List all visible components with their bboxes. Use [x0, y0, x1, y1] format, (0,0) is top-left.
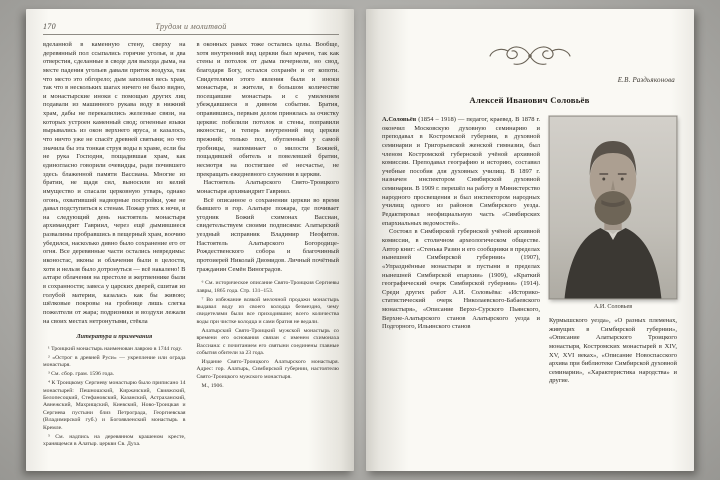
- body-paragraph: Состоял в Симбирской губернской учёной архивной комиссии, в столичном археологическом обществе. Автор книг: «Стенька Разин и его сообщники в пределах нынешней Симбирской губернии» (1907), «Упразднённые монастыри и пустыни в пределах нынешней Симбирской епархии» (1909), «Краткий географический очерк Симбирской губернии» (1914). Среди других работ А.И. Соловьёва: «Историко-статистический очерк Николаевского-Бабаевского монастыря», «Описание Верхо-Сурского Пьянского, Верхне-Алатырского станов Алатырского уезда и Подгорного, Ильинского станов: [382, 228, 540, 331]
- left-column-1: [43, 41, 186, 450]
- scroll-flourish-icon: [382, 42, 677, 70]
- body-text-block: [197, 41, 340, 274]
- footnote: ³ См. сбор. грам. 1596 года.: [48, 371, 115, 378]
- footnote: ⁵ См. надпись на деревянном крашеном кресте, хранящемся в Алатыр. церкви Св. Духа.: [43, 433, 186, 448]
- footnote: Алатырский Свято-Троицкий мужской монастырь со времени его основания связан с именем схимонаха Вассиана: с почитанием его святыни соединены главные события обители за 23 года.: [196, 327, 339, 356]
- body-text-block: [549, 317, 677, 386]
- footnote: ⁶ См. историческое описание Свято-Троицкия Сергиевы лавры, 1865 года. Стр. 131–153.: [196, 280, 339, 294]
- footnote: ⁷ Во избежание всякой мелочной продажи монастырь выдавал воду из своего колодца безмездно, чему свидетелями были все приходившие; всего количества воды при чистке колодца и сами братия не ведали.: [196, 296, 339, 325]
- continuation-text: Курмышского уезда», «О разных племенах, живущих в Симбирской губернии», «Описание Алатырского Троицкого монастыря, Костромских монастырей в XIV, XV, XVI веках», «Описание Новоспасского архива при библиотеке Симбирской духовной семинарии», «Характеристика народства» и другие.: [549, 317, 677, 385]
- portrait-photo: [549, 116, 677, 299]
- footnote: ² «Острог в древней Руси» — укрепление или ограда монастыря.: [43, 355, 186, 369]
- body-paragraph: в оконных рамах тоже остались целы. Вообще, хотя внутренний вид церкви был мрачен, так как стены и потолок от дыма почернели, но свод, благодаря Богу, остался сохранён и от копоти. Свидетелями этого явления были и иноки монастыря, и жители, в большом количестве посещавшие монастырь и с умилением убеждавшиеся в дивном событии. Братия, оправившись, первым делом принялась за очистку церкви: побелили потолок и стены, поправили иконостас, и теперь внутренний вид церкви прежний; только пол, обугленный у самой гробницы, напоминает о милости Божией, пощадившей обитель и повелевшей братии, несмотря на постигшее её несчастье, не прекращать ежедневного служения в церкви.: [196, 41, 339, 178]
- left-column-2: [197, 41, 340, 450]
- subject-name: А.Соловьёв: [382, 116, 417, 123]
- article-column-left: [382, 116, 540, 386]
- page-number: 170: [43, 22, 56, 31]
- article-column-right: [549, 116, 677, 386]
- notes-heading: Литература и примечания: [76, 333, 153, 341]
- author-byline: Е.В. Раздьяконова: [617, 76, 675, 84]
- body-text-block: [43, 41, 186, 326]
- body-paragraph: Настоятель Алатырского Свято-Троицкого монастыря архимандрит Гавриил.: [196, 179, 339, 195]
- left-page: [26, 9, 354, 471]
- body-paragraph: Всё описанное о сохранении церкви во время бывшего в гор. Алатыре пожара, где почивает угодник Божий схимонах Вассиан, свидетельствуем своими подписями: Алатырский уездный исправник Владимир Неофитов. Настоятель Алатырского Богородице-Рождественского собора и благочинный протоиерей Николай Диомидов. Личный почётный гражданин Семён Виноградов.: [196, 196, 339, 273]
- right-page: [366, 9, 694, 471]
- left-page-header: [43, 22, 339, 35]
- article-body: [382, 116, 677, 386]
- imprint-note: Издание Свято-Троицкого Алатырского монастыря. Адрес: гор. Алатырь, Симбирской губернии, настоятелю Свято-Троицкого мужского монастыря.: [196, 358, 339, 380]
- running-title: Трудом и молитвой: [155, 22, 227, 31]
- imprint-place-year: М., 1906.: [201, 382, 224, 389]
- footnote: ¹ Троицкий монастырь наименован лаврою в 1744 году.: [48, 346, 183, 353]
- left-page-columns: [43, 41, 339, 450]
- photo-caption: А.И. Соловьев: [593, 303, 633, 310]
- body-paragraph: вделанной в каменную стену, сверху на деревянный пол ссыпались горячие уголья, и два отверстия, сделанные в своде для выхода дыма, на месте падения угольев давали приток воздуха, так что место это обгорело; дым заполнял весь храм, так что в нескольких шагах ничего не было видно, и монастырские иноки с помощью других лиц подавали из машинного рукава воду в нижний храм, дабы не перекалились железные связи, на которых устроен каменный свод; огненные языки вырывались из окон верхнего яруса, и казалось, что ничто уже не спасёт древней святыни; но что значила бы эта тонкая струя воды в храме, если бы не рука Господня, пощадившая храм, как единогласно говорили очевидцы, ради почившего здесь блаженной памяти Вассиана. Многие из братии, не щадя сил, выносили из келий имущество и спасали церковную утварь, однако огонь, охвативший надворные постройки, уже не давал подступиться к стенам. Пожар утих к ночи, и на следующий день настоятель монастыря архимандрит Гавриил, через ещё дымившиеся развалины пробравшись в пещерный храм, воочию убедился, насколько дивно было сохранение его от огня. Все деревянные части остались невредимы: иконостас, иконы и облачения были в целости, хотя и нельзя было дотронуться — всё накалено! В алтаре облачения на престоле и жертвеннике были в сохранности; завеса у царских дверей, сшитая из голубой материи, казалась как бы живою; шёлковые покровы на гробнице лишь слегка пожелтели от жара; подризники и воздухи лежали на своих местах нетронутыми, стёкла: [43, 41, 186, 325]
- footnotes-column-2: [197, 280, 340, 390]
- footnotes-column-1: [43, 346, 186, 448]
- article-title: Алексей Иванович Соловьёв: [469, 95, 590, 105]
- paragraph-text: (1854 – 1918) — педагог, краевед. В 1878 г. окончил Московскую духовную семинарию и преподавал в Костромской губернии, в духовной семинарии и Григорьевской женской гимназии, был членом Костромской губернской учёной архивной комиссии. Преподавал географию и историю, составил учебные пособия для духовных училищ. В 1897 г. назначен инспектором Симбирской духовной семинарии. В 1909 г. перешёл на работу в Министерство народного просвещения и был инспектором народных училищ одного из районов Симбирского уезда. Редактировал неофициальную часть «Симбирских епархиальных ведомостей».: [382, 116, 541, 227]
- footnote: ⁴ К Троицкому Сергиеву монастырю было приписано 14 монастырей: Пешношский, Киржачский, Свияжский, Белопесоцкий, Стефановский, Казанский, Астраханский, Авнежский, Махрищский, Киевский, Ново-Троицкая и Сергиева пустыни близ Петрограда, Георгиевская (Владимирской губ.) и Богоявленский монастырь в Кремле.: [43, 380, 186, 431]
- body-paragraph: [382, 116, 540, 228]
